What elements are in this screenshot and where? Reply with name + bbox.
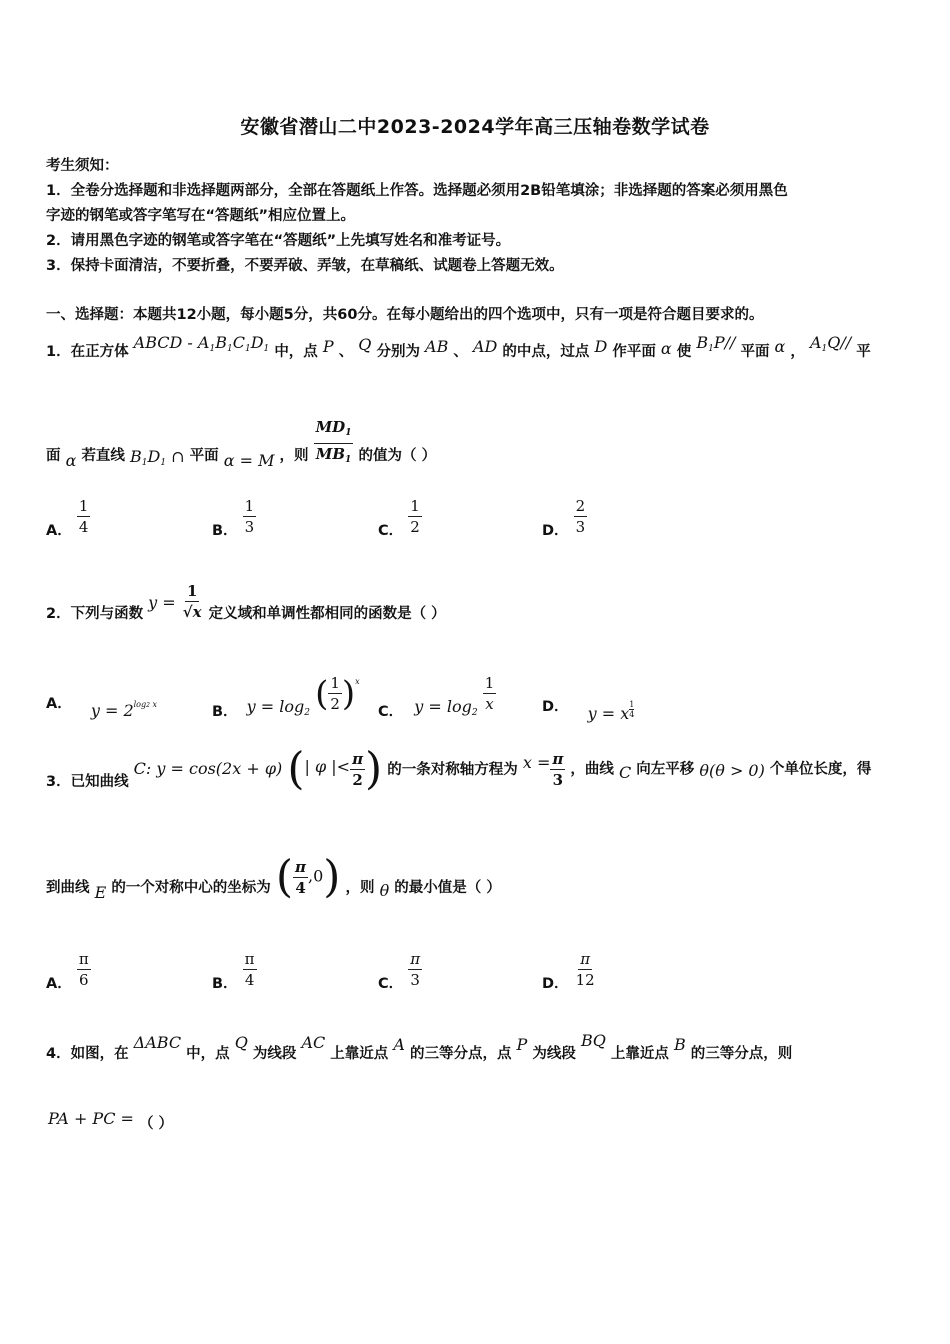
q3-zero: ,0	[308, 866, 324, 886]
q1-text: 使	[676, 344, 692, 360]
frac-num: 1	[78, 497, 89, 515]
option-fraction	[243, 497, 257, 536]
q1-option-c[interactable]	[378, 497, 422, 539]
option-label: C．	[378, 523, 404, 539]
option-fraction	[408, 497, 422, 536]
q1-cube: ABCD - $A_1B_1C_1D_1$	[133, 333, 270, 354]
option-label: D．	[542, 976, 569, 992]
question-4-expression	[48, 1108, 174, 1132]
q4-text: 上靠近点	[610, 1046, 669, 1062]
frac-num: 1	[244, 497, 255, 515]
q4-text: 为线段	[252, 1046, 297, 1062]
q1-segment-ab: AB	[425, 337, 449, 356]
q3-theta: θ	[379, 880, 390, 900]
q1-alpha: α	[660, 339, 672, 358]
q1-text: 若直线	[81, 447, 125, 464]
q3-option-a[interactable]	[46, 950, 91, 992]
q4-triangle: ΔABC	[133, 1033, 182, 1052]
q3-text: 个单位长度，得	[769, 761, 872, 778]
q2-text: 2．下列与函数	[46, 605, 144, 622]
option-math: y = x $\frac{1}{4}$	[587, 700, 635, 723]
q4-text: 的三等分点，点	[409, 1046, 512, 1062]
option-label: C．	[378, 976, 404, 992]
q1-text: 、	[453, 344, 468, 360]
q1-ratio-den: MB	[315, 445, 346, 463]
q1-text: 1．在正方体	[46, 344, 129, 360]
q1-text: 中，点	[274, 344, 318, 360]
q1-alpha: α	[774, 337, 786, 356]
q3-theta: θ(θ > 0)	[699, 760, 765, 780]
question-2-stem	[46, 582, 446, 621]
q1-text: 面	[46, 447, 61, 464]
q2-option-d[interactable]	[542, 670, 635, 723]
q1-text: 平面	[189, 447, 219, 464]
option-label: A．	[46, 523, 72, 539]
option-math: $y = \log_2$	[414, 697, 478, 718]
q1-text: 的值为（ ）	[358, 447, 437, 464]
option-math: $y = \log_2$	[246, 697, 310, 718]
frac-den: 3	[575, 518, 586, 536]
q3-fraction	[350, 750, 365, 789]
frac-num: 2	[575, 497, 586, 515]
frac-num: π	[552, 750, 564, 768]
q3-center-fraction	[293, 858, 308, 897]
option-label: B．	[212, 704, 238, 720]
q2-option-b[interactable]: B． $y = \log_2$ ( $\frac{1}{2}$ )$^x$	[212, 673, 360, 720]
page-title: 安徽省潜山二中2023-2024学年高三压轴卷数学试卷	[240, 116, 710, 138]
frac-num: 1	[410, 497, 420, 515]
q4-text: 为线段	[532, 1046, 576, 1062]
frac-den: 4	[78, 518, 89, 536]
q1-text: 的中点，过点	[502, 344, 590, 360]
q1-b1p: $B_1P//$	[696, 333, 736, 354]
q3-option-d[interactable]	[542, 950, 597, 992]
q4-text: 的三等分点，则	[690, 1046, 793, 1062]
notice-heading: 考生须知：	[46, 158, 119, 174]
q3-option-c[interactable]	[378, 950, 422, 992]
option-fraction	[574, 497, 588, 536]
frac-den: 2	[410, 518, 420, 536]
frac-num: π	[78, 950, 89, 968]
option-label: D．	[542, 699, 569, 715]
q4-answer-blank: （ ）	[139, 1116, 174, 1132]
q4-point-p: P	[516, 1035, 528, 1054]
q4-segment-bq: BQ	[580, 1031, 606, 1050]
q1-option-a[interactable]	[46, 497, 90, 539]
q2-option-c[interactable]	[378, 670, 496, 720]
q2-c-log: y = log	[414, 697, 472, 716]
q1-text: ，	[790, 344, 805, 360]
option-label: B．	[212, 523, 238, 539]
frac-num: 1	[186, 582, 198, 600]
notice-item: 字迹的钢笔或答字笔写在“答题纸”相应位置上。	[46, 208, 356, 224]
option-fraction	[243, 950, 257, 989]
q3-text: 到曲线	[46, 879, 90, 896]
q1-cube-label: ABCD - A	[133, 333, 210, 352]
option-fraction	[77, 497, 91, 536]
q1-ratio-fraction: $\frac{MD_1}{MB_1}$	[315, 418, 352, 465]
q1-text: 平	[856, 344, 871, 360]
q4-segment-ac: AC	[301, 1033, 326, 1052]
q1-alpha-eq-m: α = M	[223, 450, 275, 470]
q3-option-b[interactable]	[212, 950, 257, 992]
option-label: C．	[378, 704, 404, 720]
frac-num: π	[244, 950, 255, 968]
q2-text: 定义域和单调性都相同的函数是（ ）	[208, 605, 446, 622]
frac-num: π	[410, 950, 421, 968]
q3-fraction	[550, 750, 565, 789]
q2-fraction	[181, 582, 204, 621]
frac-den: 3	[410, 971, 420, 989]
q3-text: 的一个对称中心的坐标为	[111, 879, 271, 896]
q3-curve: C: y = cos(2x + φ)	[133, 758, 283, 778]
q1-text: 分别为	[376, 344, 420, 360]
frac-den: 3	[244, 518, 255, 536]
q3-phi-condition: | φ |<	[304, 756, 351, 776]
q2-option-a[interactable]	[46, 670, 158, 720]
section-heading: 一、选择题：本题共12小题，每小题5分，共60分。在每小题给出的四个选项中，只有一项是符合题目要求的。	[46, 307, 764, 323]
q3-text: 的最小值是（ ）	[394, 879, 501, 896]
q1-option-d[interactable]	[542, 497, 587, 539]
q3-curve-e: E	[94, 882, 107, 902]
option-fraction: $\frac{1}{x}$	[484, 674, 495, 713]
q4-point-b: B	[673, 1035, 686, 1054]
q4-point-q: Q	[234, 1033, 248, 1052]
q1-text: 作平面	[612, 344, 656, 360]
q1-a1q: $A_1Q//$	[809, 333, 852, 354]
option-fraction: $\frac{1}{2}$	[330, 674, 340, 713]
q4-text: 4．如图，在	[46, 1046, 129, 1062]
q3-curve-c: C	[618, 762, 632, 782]
q1-text: ，则	[279, 447, 309, 464]
option-label: A．	[46, 976, 72, 992]
q1-point-q: Q	[358, 335, 372, 354]
q3-text: ，则	[345, 879, 375, 896]
q2-b-log: y = log	[246, 697, 305, 716]
q1-option-b[interactable]	[212, 497, 256, 539]
q1-segment-ad: AD	[472, 337, 498, 356]
q4-vector-sum: PA + PC =	[48, 1109, 134, 1128]
frac-den: 3	[552, 771, 564, 789]
q4-text: 上靠近点	[330, 1046, 389, 1062]
question-3-stem: 3．已知曲线 C: y = cos(2x + φ) (| φ |< $\frac{\pi}{2}$ ) 的一条对称轴方程为 x = $\frac{\pi}{3}$ ，曲线 C 向左平移 θ(θ > 0) 个单位长度，得	[46, 743, 872, 795]
frac-num: π	[352, 750, 364, 768]
frac-den: 12	[575, 971, 595, 989]
option-math: $y = 2^{log2 x}$	[90, 700, 158, 720]
option-label: D．	[542, 523, 569, 539]
q4-point-a: A	[393, 1035, 405, 1054]
question-4-stem	[46, 1031, 793, 1062]
question-1-stem	[46, 333, 871, 362]
frac-den: 6	[78, 971, 89, 989]
q1-point-d: D	[594, 337, 608, 356]
notice-item: 1．全卷分选择题和非选择题两部分，全部在答题纸上作答。选择题必须用2B铅笔填涂；非选择题的答案必须用黑色	[46, 183, 788, 199]
frac-den: 4	[295, 879, 306, 897]
frac-num: π	[580, 950, 591, 968]
notice-item: 2．请用黑色字迹的钢笔或答字笔在“答题纸”上先填写姓名和准考证号。	[46, 233, 511, 249]
q2-d-base: y = x	[587, 704, 630, 723]
q1-line-b1d1: $B_1D_1$ ∩	[130, 446, 185, 468]
q1-text: 、	[338, 344, 354, 360]
q1-alpha: α	[65, 450, 77, 470]
q2-a-base: y = 2	[90, 701, 134, 720]
frac-den: 2	[352, 771, 363, 789]
q2-y: y =	[148, 592, 176, 612]
q3-x: x =	[522, 752, 551, 772]
question-1-stem-line2	[46, 418, 436, 469]
option-fraction	[408, 950, 422, 989]
q1-point-p: P	[322, 337, 334, 356]
q3-text: 向左平移	[636, 761, 695, 778]
question-3-stem-line2: 到曲线 E 的一个对称中心的坐标为 ( $\frac{\pi}{4}$ ,0) ，则 θ 的最小值是（ ）	[46, 851, 501, 903]
frac-den-sqrt-x: √x	[182, 603, 202, 621]
q2-a-exp: log	[133, 700, 147, 709]
option-fraction	[574, 950, 597, 989]
q1-ratio-num: MD	[315, 418, 346, 436]
notice-item: 3．保持卡面清洁，不要折叠，不要弄破、弄皱，在草稿纸、试题卷上答题无效。	[46, 258, 564, 274]
q3-text: ，曲线	[570, 761, 614, 778]
q3-text: 的一条对称轴方程为	[387, 761, 518, 778]
option-fraction	[77, 950, 91, 989]
q1-text: 平面	[740, 344, 770, 360]
frac-num: π	[295, 858, 307, 876]
option-label: A．	[46, 696, 72, 712]
q4-text: 中，点	[186, 1046, 230, 1062]
frac-den: 4	[244, 971, 255, 989]
option-label: B．	[212, 976, 238, 992]
q3-text: 3．已知曲线	[46, 773, 129, 790]
